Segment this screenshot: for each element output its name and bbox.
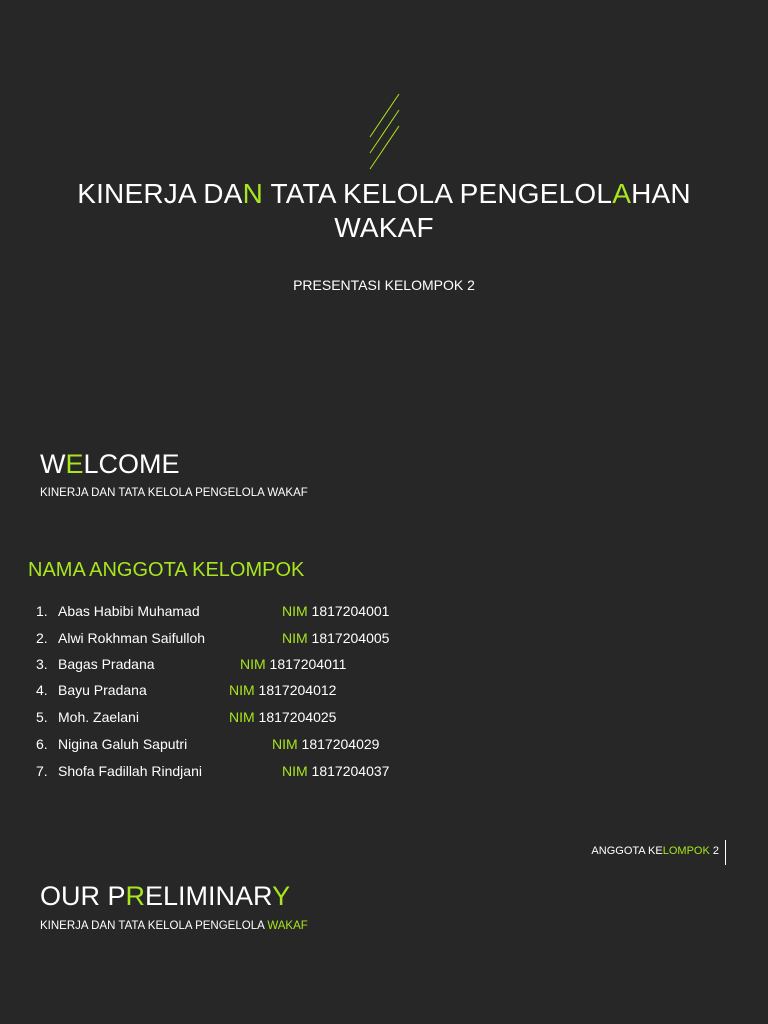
nim-label: NIM	[282, 603, 308, 619]
member-name: Nigina Galuh Saputri	[58, 736, 188, 752]
nim-label: NIM	[229, 709, 255, 725]
member-nim	[229, 706, 336, 728]
member-nim	[240, 653, 346, 675]
nim-value: 1817204025	[254, 709, 337, 725]
nim-label: NIM	[240, 656, 266, 672]
subtitle-accent-text: WAKAF	[267, 920, 308, 932]
heading-accent-letter: Y	[272, 881, 291, 911]
nim-value: 1817204005	[307, 630, 390, 646]
nim-value: 1817204029	[297, 736, 380, 752]
member-name: Moh. Zaelani	[58, 709, 139, 725]
footer-text: ANGGOTA KE	[591, 845, 663, 857]
member-name: Shofa Fadillah Rindjani	[58, 763, 202, 779]
heading-text: ELIMINAR	[145, 881, 273, 911]
member-number: 1.	[36, 603, 48, 619]
nim-value: 1817204012	[254, 682, 337, 698]
member-nim	[282, 627, 389, 649]
nim-value: 1817204001	[307, 603, 390, 619]
subtitle-text: KINERJA DAN TATA KELOLA PENGELOLA	[40, 920, 268, 932]
member-name: Bayu Pradana	[58, 682, 147, 698]
heading-text: LCOME	[83, 449, 180, 479]
title-accent-letter: A	[612, 178, 632, 209]
member-number: 7.	[36, 763, 48, 779]
slide-footer-label	[591, 843, 719, 859]
member-number: 2.	[36, 630, 48, 646]
heading-accent-letter: E	[65, 449, 84, 479]
nim-value: 1817204011	[265, 656, 347, 672]
member-nim	[272, 733, 379, 755]
member-name: Alwi Rokhman Saifulloh	[58, 630, 206, 646]
preliminary-heading	[40, 880, 290, 912]
nim-label: NIM	[282, 630, 308, 646]
nim-label: NIM	[229, 682, 255, 698]
presentation-subtitle: PRESENTASI KELOMPOK 2	[293, 277, 475, 293]
member-name: Bagas Pradana	[58, 656, 155, 672]
presentation-title	[40, 177, 728, 245]
footer-text: 2	[709, 845, 719, 857]
member-nim	[282, 760, 389, 782]
member-nim	[229, 679, 336, 701]
members-heading: NAMA ANGGOTA KELOMPOK	[28, 559, 305, 581]
member-nim	[282, 600, 389, 622]
member-number: 4.	[36, 682, 48, 698]
footer-accent-text: LOMPOK	[662, 845, 710, 857]
title-text: KINERJA DA	[77, 178, 243, 209]
member-number: 3.	[36, 656, 48, 672]
member-name: Abas Habibi Muhamad	[58, 603, 200, 619]
welcome-subtitle: KINERJA DAN TATA KELOLA PENGELOLA WAKAF	[40, 487, 308, 499]
nim-value: 1817204037	[307, 763, 390, 779]
preliminary-subtitle	[40, 919, 308, 933]
heading-accent-letter: R	[125, 881, 146, 911]
title-text: TATA KELOLA PENGELOL	[263, 178, 613, 209]
title-accent-letter: N	[242, 178, 264, 209]
welcome-heading	[40, 448, 180, 480]
footer-divider	[725, 840, 726, 865]
nim-label: NIM	[282, 763, 308, 779]
nim-label: NIM	[272, 736, 298, 752]
title-text: HAN WAKAF	[334, 178, 691, 243]
member-number: 6.	[36, 736, 48, 752]
heading-text: OUR P	[40, 881, 126, 911]
heading-text: W	[40, 449, 66, 479]
member-number: 5.	[36, 709, 48, 725]
decorative-slash-lines	[366, 92, 402, 170]
